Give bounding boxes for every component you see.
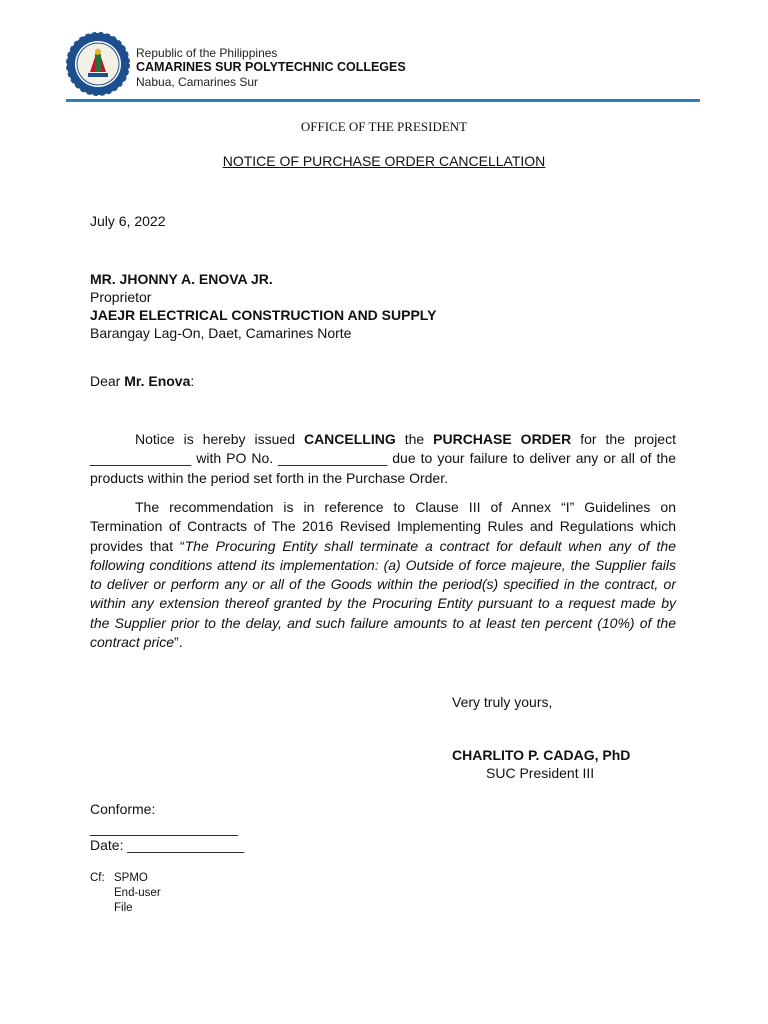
salutation-name: Mr. Enova bbox=[124, 373, 191, 389]
document-title bbox=[0, 153, 768, 169]
signatory-name: CHARLITO P. CADAG, PhD bbox=[452, 747, 631, 763]
letterhead-republic: Republic of the Philippines bbox=[136, 46, 278, 60]
letterhead-address: Nabua, Camarines Sur bbox=[136, 75, 259, 89]
cf-item: End-user bbox=[114, 887, 161, 899]
para1-text-1: Notice is hereby issued bbox=[135, 431, 304, 447]
college-seal-logo bbox=[66, 32, 130, 96]
recipient-address: Barangay Lag-On, Daet, Camarines Norte bbox=[90, 325, 352, 341]
conforme-date: Date: _______________ bbox=[90, 837, 245, 853]
para1-cancelling: CANCELLING bbox=[303, 431, 396, 447]
cf-item: File bbox=[114, 902, 133, 914]
paragraph-recommendation bbox=[90, 498, 676, 652]
para1-text-2: the bbox=[395, 431, 434, 447]
letter-date: July 6, 2022 bbox=[90, 213, 166, 229]
conforme-signature-line: ___________________ bbox=[90, 820, 238, 836]
closing-line: Very truly yours, bbox=[452, 694, 553, 710]
salutation bbox=[90, 372, 194, 390]
cf-item: SPMO bbox=[114, 872, 148, 884]
office-heading: OFFICE OF THE PRESIDENT bbox=[300, 119, 468, 134]
signatory-title: SUC President III bbox=[486, 765, 595, 781]
para2-text: The recommendation is in reference to Clause III of Annex “I” Guidelines on Termination of Contracts of The 2016 Revised Implementing Rules and Regulations which provides that “ bbox=[90, 499, 676, 554]
recipient-company: JAEJR ELECTRICAL CONSTRUCTION AND SUPPLY bbox=[90, 307, 437, 323]
salutation-prefix: Dear bbox=[90, 373, 125, 389]
recipient-name: MR. JHONNY A. ENOVA JR. bbox=[90, 271, 273, 287]
salutation-suffix: : bbox=[190, 373, 195, 389]
para2-end: ”. bbox=[174, 634, 183, 651]
para1-text-3: for the project _____________ with PO No. ______________ due to your failure to deliver any or all of the products within the period set forth in the Purchase Order. bbox=[90, 431, 676, 486]
letterhead-college-name: CAMARINES SUR POLYTECHNIC COLLEGES bbox=[136, 60, 406, 74]
cf-label: Cf: bbox=[90, 872, 105, 884]
conforme-label: Conforme: bbox=[90, 801, 156, 817]
recipient-position: Proprietor bbox=[90, 289, 152, 305]
paragraph-cancellation bbox=[90, 430, 676, 488]
letterhead-rule bbox=[66, 99, 700, 102]
document-title-text: NOTICE OF PURCHASE ORDER CANCELLATION bbox=[222, 153, 546, 169]
para2-quoted-clause: The Procuring Entity shall terminate a contract for default when any of the following conditions attend its implementation: (a) Outside of force majeure, the Supplier fails to deliver or perform any or all of the Goods within the period(s) specified in the contract, or within any extension thereof granted by the Procuring Entity pursuant to a request made by the Supplier prior to the delay, and such failure amounts to at least ten percent (10%) of the contract price bbox=[90, 537, 676, 651]
para1-purchase-order: PURCHASE ORDER bbox=[433, 431, 572, 447]
